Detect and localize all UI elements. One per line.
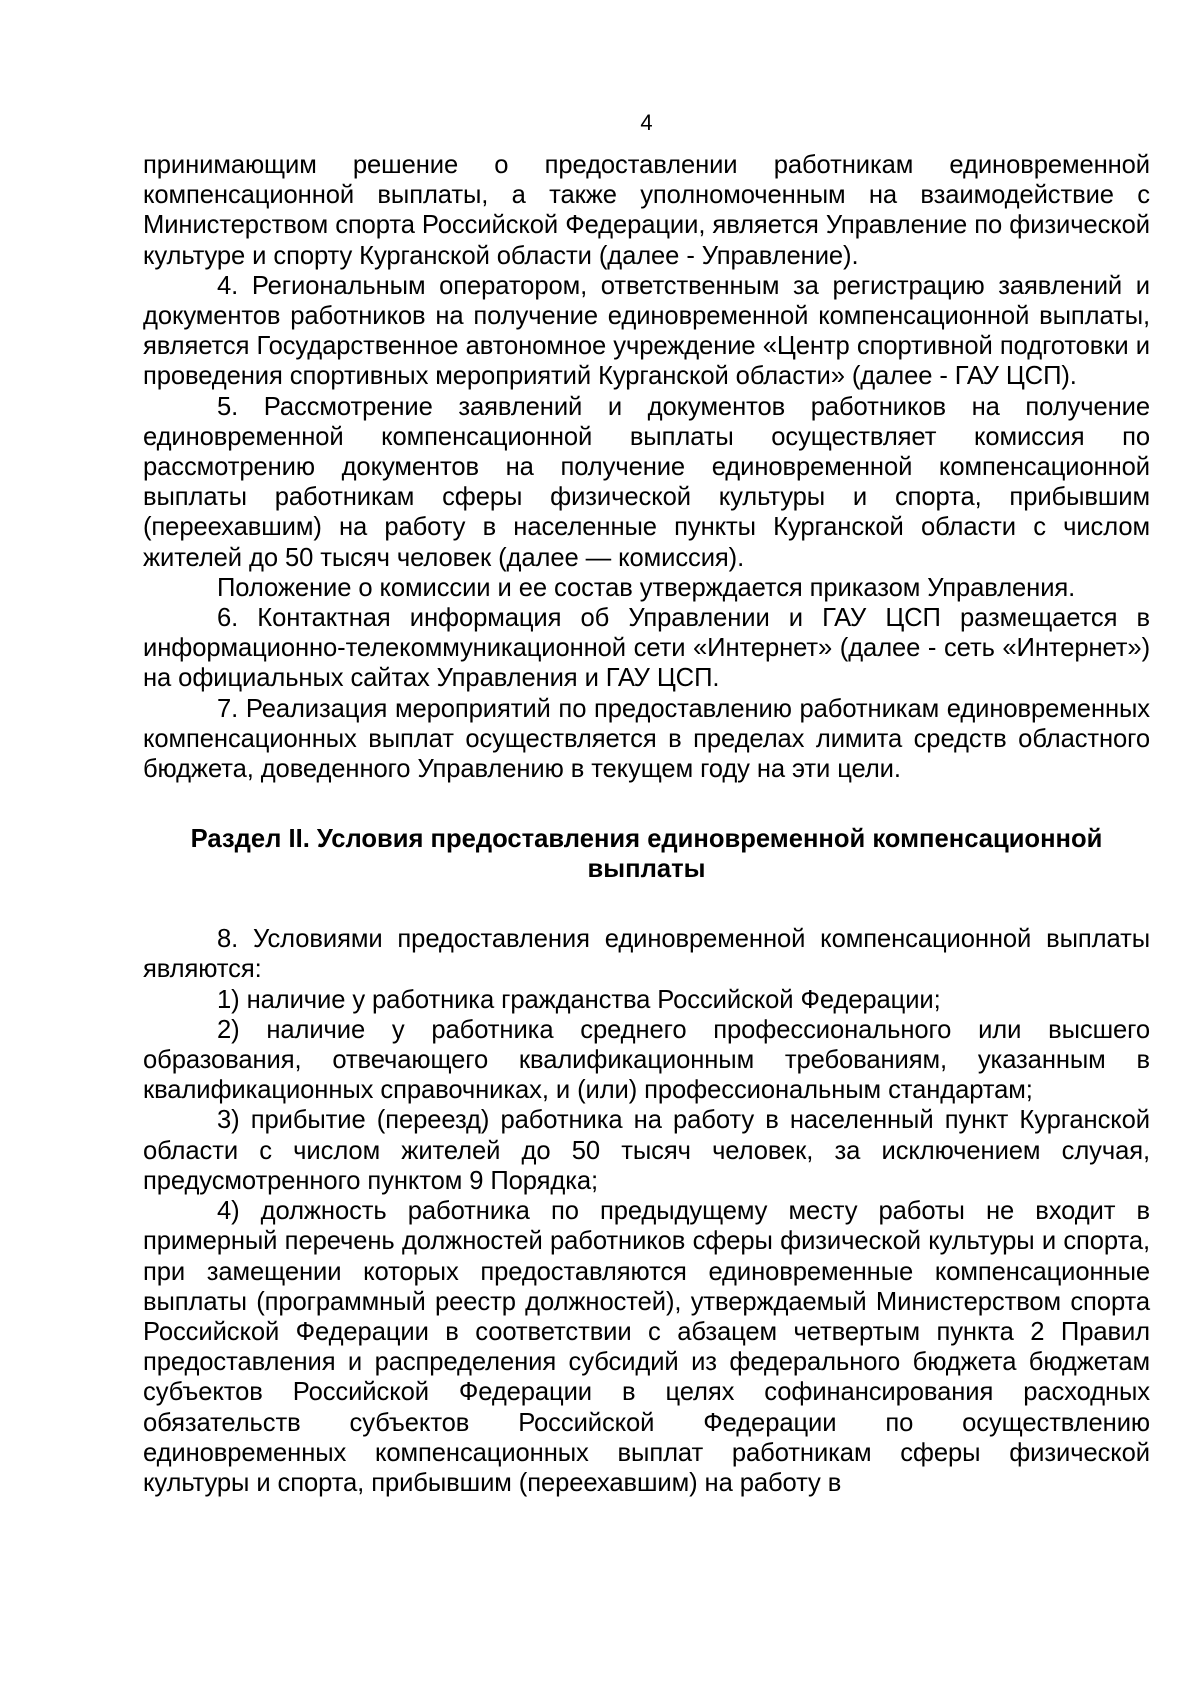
paragraph-4: 4. Региональным оператором, ответственным за регистрацию заявлений и документов работников на получение единовременной компенсационной выплаты, является Государственное автономное учреждение «Центр спортивной подготовки и проведения спортивных мероприятий Курганской области» (далее - ГАУ ЦСП). (143, 271, 1150, 391)
paragraph-5-commission: Положение о комиссии и ее состав утверждается приказом Управления. (217, 573, 1076, 602)
paragraph-8-item-2: 2) наличие у работника среднего профессионального или высшего образования, отвечающего квалификационным требованиям, указанным в квалификационных справочниках, и (или) профессиональным стандартам; (143, 1015, 1150, 1105)
paragraph-8-item-1: 1) наличие у работника гражданства Российской Федерации; (217, 985, 941, 1014)
paragraph-5: 5. Рассмотрение заявлений и документов работников на получение единовременной компенсационной выплаты осуществляет комиссия по рассмотрению документов на получение единовременной компенсационной выплаты работникам сферы физической культуры и спорта, прибывшим (переехавшим) на работу в населенные пункты Курганской области с числом жителей до 50 тысяч человек (далее — комиссия). (143, 392, 1150, 572)
page-number: 4 (640, 110, 653, 135)
section-heading: Раздел II. Условия предоставления единовременной компенсационной выплаты (190, 825, 1103, 884)
paragraph-8: 8. Условиями предоставления единовременной компенсационной выплаты являются: (143, 925, 1150, 984)
paragraph-8-item-3: 3) прибытие (переезд) работника на работу в населенный пункт Курганской области с числом жителей до 50 тысяч человек, за исключением случая, предусмотренного пунктом 9 Порядка; (143, 1106, 1150, 1195)
paragraph-7: 7. Реализация мероприятий по предоставлению работникам единовременных компенсационных выплат осуществляется в пределах лимита средств областного бюджета, доведенного Управлению в текущем году на эти цели. (143, 694, 1150, 784)
bottom-text-block (143, 924, 1150, 1498)
paragraph-continuation: принимающим решение о предоставлении работникам единовременной компенсационной выплаты, а также уполномоченным на взаимодействие с Министерством спорта Российской Федерации, является Управление по физической культуре и спорту Курганской области (далее - Управление). (143, 151, 1150, 270)
top-text-block (143, 150, 1150, 784)
paragraph-8-item-4: 4) должность работника по предыдущему месту работы не входит в примерный перечень должностей работников сферы физической культуры и спорта, при замещении которых предоставляются единовременные компенсационные выплаты (программный реестр должностей), утверждаемый Министерством спорта Российской Федерации в соответствии с абзацем четвертым пункта 2 Правил предоставления и распределения субсидий из федерального бюджета бюджетам субъектов Российской Федерации в целях софинансирования расходных обязательств субъектов Российской Федерации по осуществлению единовременных компенсационных выплат работникам сферы физической культуры и спорта, прибывшим (переехавшим) на работу в (143, 1197, 1150, 1497)
paragraph-6: 6. Контактная информация об Управлении и ГАУ ЦСП размещается в информационно-телекоммуникационной сети «Интернет» (далее - сеть «Интернет») на официальных сайтах Управления и ГАУ ЦСП. (143, 604, 1150, 693)
